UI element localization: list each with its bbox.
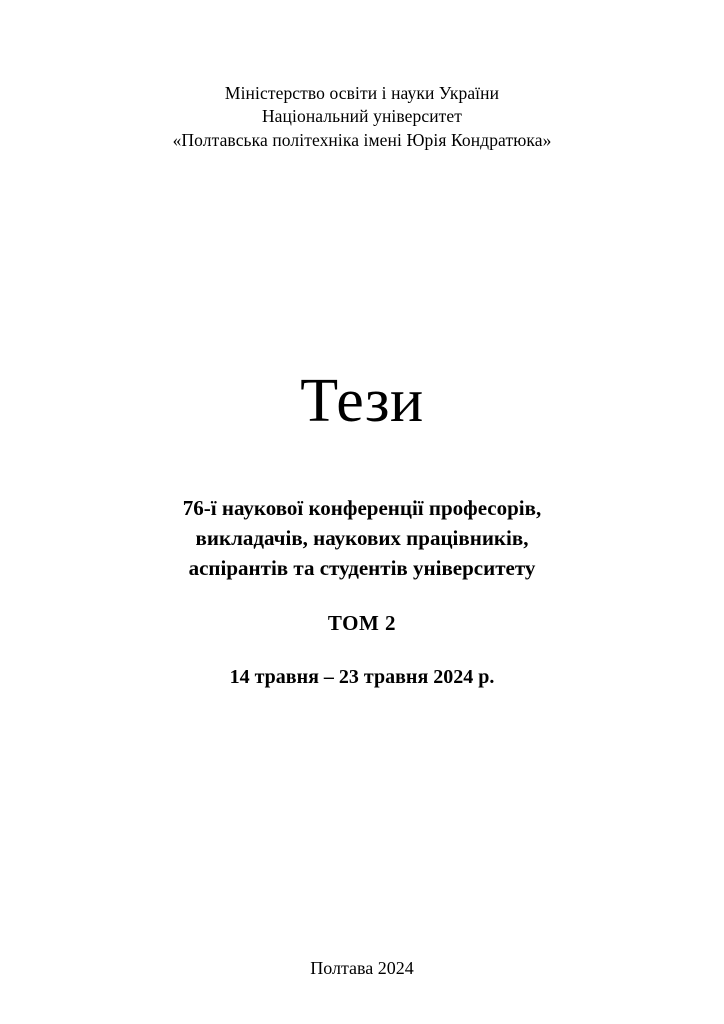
footer-block (0, 958, 724, 979)
publisher-header (173, 82, 552, 152)
place-and-year: Полтава 2024 (310, 958, 414, 978)
subtitle-line-1: 76-ї наукової конференції професорів, (182, 495, 542, 520)
title-block (300, 328, 423, 476)
volume-block (328, 611, 396, 636)
page-title: Тези (300, 367, 424, 436)
header-line-university: Національний університет (261, 106, 463, 127)
header-line-university-name: «Полтавська політехніка імені Юрія Кондратюка» (172, 129, 552, 150)
conference-dates: 14 травня – 23 травня 2024 р. (229, 666, 495, 689)
subtitle-block (183, 494, 541, 583)
subtitle-line-3: аспірантів та студентів університету (188, 555, 536, 580)
subtitle-line-2: викладачів, наукових працівників, (195, 525, 529, 550)
header-line-ministry: Міністерство освіти і науки України (224, 83, 500, 103)
dates-block (230, 666, 495, 689)
volume-label: ТОМ 2 (327, 611, 397, 636)
